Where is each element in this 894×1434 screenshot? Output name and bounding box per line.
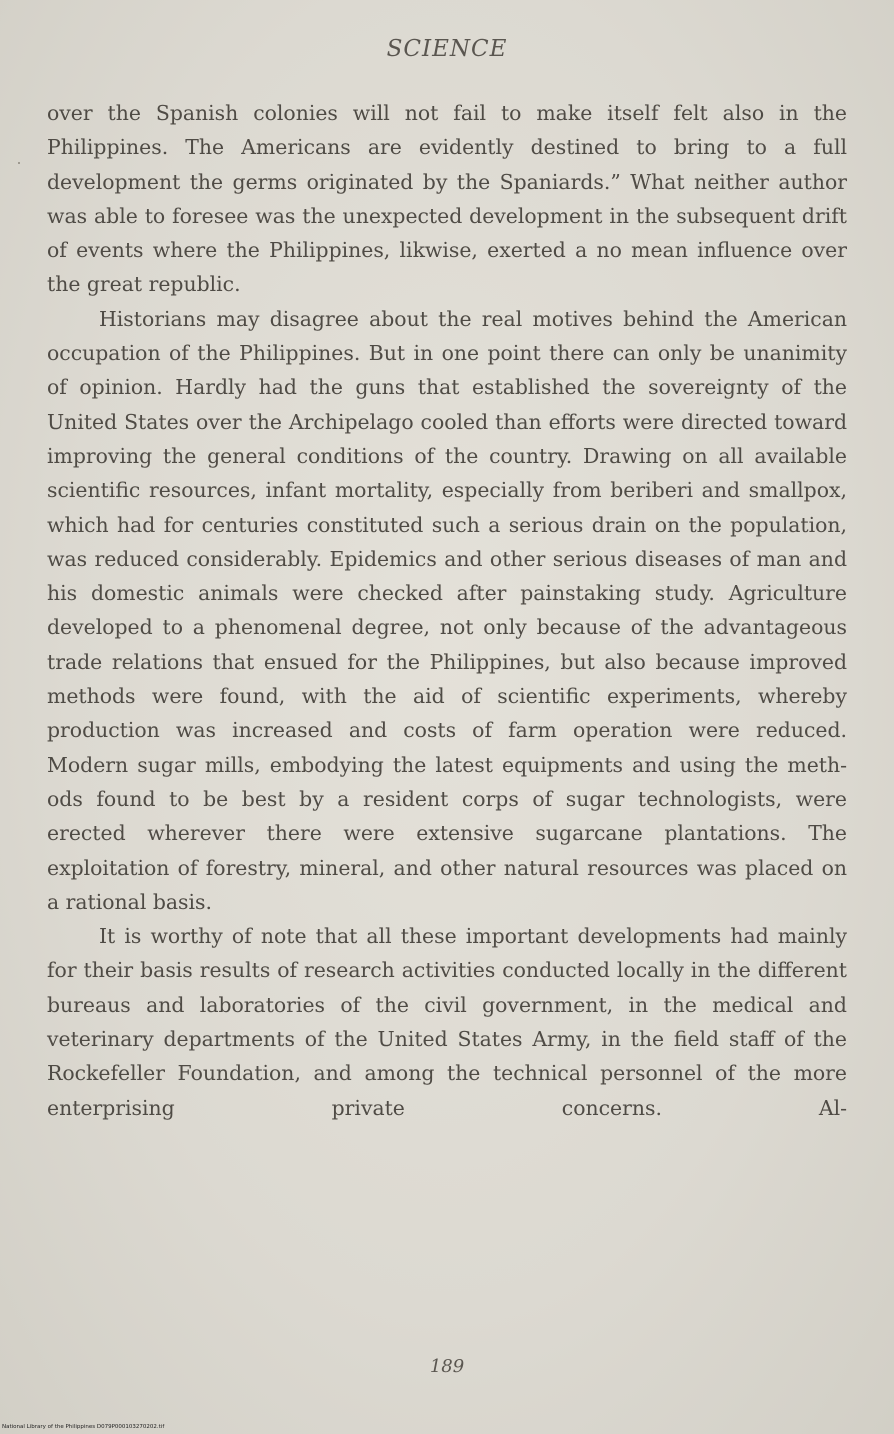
- scan-speck: [18, 162, 20, 164]
- paragraph-american-occupation: Historians may disagree about the real motives behind the American occupation of the Philippines. But in one point there can only be unanimity of opinion. Hardly had the guns that established the sovereignty of the United States over the Archipelago cooled than efforts were directed toward improving the general conditions of the country. Drawing on all available scientific resources, infant mortality, especially from beriberi and smallpox, which had for centuries constituted such a serious drain on the population, was reduced considerably. Epidemics and other serious diseases of man and his domestic animals were checked after painstaking study. Agriculture developed to a phenomenal degree, not only because of the advantageous trade relations that ensued for the Philippines, but also because improved methods were found, with the aid of scientific experiments, whereby production was increased and costs of farm operation were reduced. Modern sugar mills, embodying the latest equipments and using the methods found to be best by a resident corps of sugar technologists, were erected wherever there were extensive sugarcane plantations. The exploitation of forestry, mineral, and other natural resources was placed on a rational basis.: [47, 306, 847, 914]
- paragraph-continuation: over the Spanish colonies will not fail to make itself felt also in the Philippines. The Americans are evidently destined to bring to a full development the germs originated by the Spaniards.” What neither author was able to foresee was the unexpected development in the subsequent drift of events where the Philippines, likwise, exerted a no mean influence over the great republic.: [47, 101, 847, 297]
- scan-credit-line: National Library of the Philippines D079P000103270202.tif: [2, 1424, 165, 1430]
- paragraph-research-activities: It is worthy of note that all these important developments had mainly for their basis results of research activities conducted locally in the different bureaus and laboratories of the civil government, in the medical and veterinary departments of the United States Army, in the field staff of the Rockefeller Foundation, and among the technical personnel of the more enterprising private concerns. Al-: [47, 924, 847, 1120]
- running-head: SCIENCE: [386, 36, 508, 62]
- body-text: [47, 96, 847, 1125]
- page-number: 189: [429, 1356, 465, 1377]
